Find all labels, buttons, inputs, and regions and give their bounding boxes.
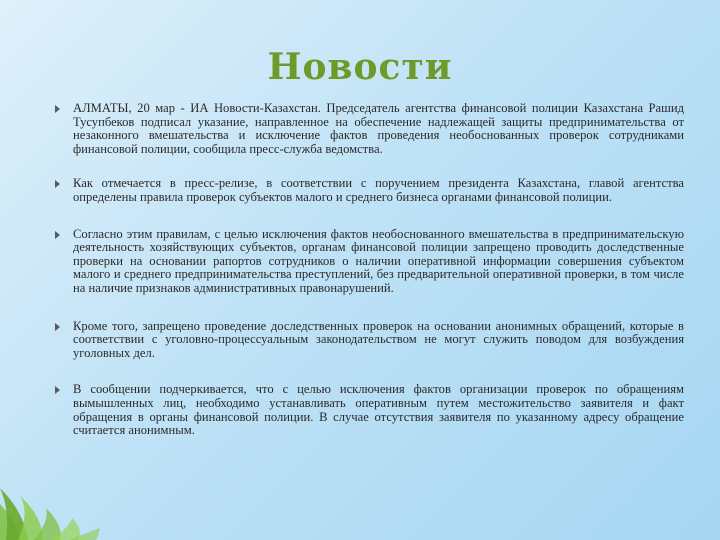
list-item	[48, 320, 684, 361]
bullet-icon	[55, 231, 60, 239]
list-item	[48, 228, 684, 296]
list-item-text: Как отмечается в пресс-релизе, в соответствии с поручением президента Казахстана, главой агентства определены правила проверок субъектов малого и среднего бизнеса органами финансовой полиции.	[73, 176, 684, 204]
bullet-icon	[55, 105, 60, 113]
list-item-text: В сообщении подчеркивается, что с целью исключения фактов организации проверок по обращениям вымышленных лиц, необходимо устанавливать оперативным путем местожительство заявителя и факт обращения в органы финансовой полиции. В случае отсутствия заявителя по указанному адресу обращение считается анонимным.	[73, 382, 684, 438]
list-item	[48, 102, 684, 156]
bullet-icon	[55, 386, 60, 394]
bullet-icon	[55, 180, 60, 188]
list-item	[48, 383, 684, 437]
list-item	[48, 177, 684, 204]
list-item-text: АЛМАТЫ, 20 мар - ИА Новости-Казахстан. Председатель агентства финансовой полиции Казахстана Рашид Тусупбеков подписал указание, направленное на обеспечение надлежащей защиты предпринимательства от незаконного вмешательства и исключение фактов проведения необоснованных проверок сотрудниками финансовой полиции, сообщила пресс-служба ведомства.	[73, 101, 684, 156]
grass-decoration	[0, 460, 120, 540]
slide-title: Новости	[267, 46, 453, 88]
bullet-icon	[55, 323, 60, 331]
list-item-text: Согласно этим правилам, с целью исключения фактов необоснованного вмешательства в предпринимательскую деятельность хозяйствующих субъектов, органам финансовой полиции запрещено проводить доследственные проверки на основании рапортов сотрудников о наличии оперативной информации совершения субъектом малого и среднего предпринимательства преступлений, без предварительной оперативной проверки, в том числе на наличие признаков административных правонарушений.	[73, 226, 684, 295]
news-list	[48, 102, 684, 438]
list-item-text: Кроме того, запрещено проведение доследственных проверок на основании анонимных обращений, которые в соответствии с уголовно-процессуальным законодательством не могут служить поводом для возбуждения уголовных дел.	[73, 318, 684, 360]
